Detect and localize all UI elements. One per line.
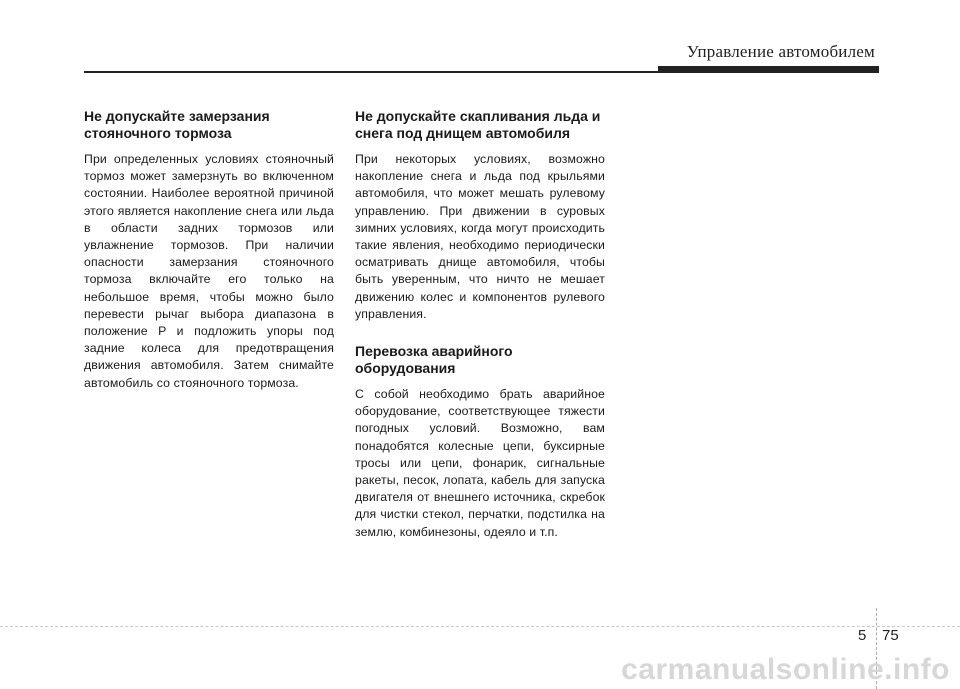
section-text-brake: При определенных условиях стояночный тормоз может замерзнуть во включенном состоянии. Наиболее вероятной причиной этого является накопление снега или льда в области задних тормозов или увлажнение тормозов. При наличии опасности замерзания стояночного тормоза включайте его только на небольшое время, чтобы можно было перевести рычаг выбора диапазона в положение P и подложить упоры под задние колеса для предотвращения движения автомобиля. Затем снимайте автомобиль со стояночного тормоза.	[84, 152, 334, 390]
running-header: Управление автомобилем	[686, 42, 875, 61]
watermark: carmanualsonline.info	[621, 653, 950, 686]
ice-section	[355, 108, 605, 323]
section-heading-brake: Не допускайте замерзания стояночного тормоза	[84, 108, 270, 141]
chapter-number: 5	[858, 627, 867, 644]
section-heading-ice: Не допускайте скапливания льда и снега под днищем автомобиля	[355, 108, 601, 141]
page-number: 75	[882, 627, 899, 644]
section-text-emergency: С собой необходимо брать аварийное оборудование, соответствующее тяжести погодных условий. Возможно, вам понадобятся колесные цепи, буксирные тросы или цепи, фонарик, сигнальные ракеты, песок, лопата, кабель для запуска двигателя от внешнего источника, скребок для чистки стекол, перчатки, подстилка на землю, комбинезоны, одеяло и т.п.	[355, 387, 605, 539]
section-heading-emergency: Перевозка аварийного оборудования	[355, 343, 513, 377]
brake-section	[84, 108, 334, 392]
section-text-ice: При некоторых условиях, возможно накопление снега и льда под крыльями автомобиля, что может мешать рулевому управлению. При движении в суровых зимних условиях, когда могут происходить такие явления, необходимо периодически осматривать днище автомобиля, чтобы быть уверенным, что ничто не мешает движению колес и компонентов рулевого управления.	[355, 152, 605, 321]
header-rule	[84, 71, 660, 73]
header-rule-bold	[658, 66, 879, 73]
footer-divider	[0, 626, 960, 628]
emergency-section	[355, 343, 605, 541]
right-column	[355, 108, 605, 555]
left-column	[84, 108, 334, 406]
